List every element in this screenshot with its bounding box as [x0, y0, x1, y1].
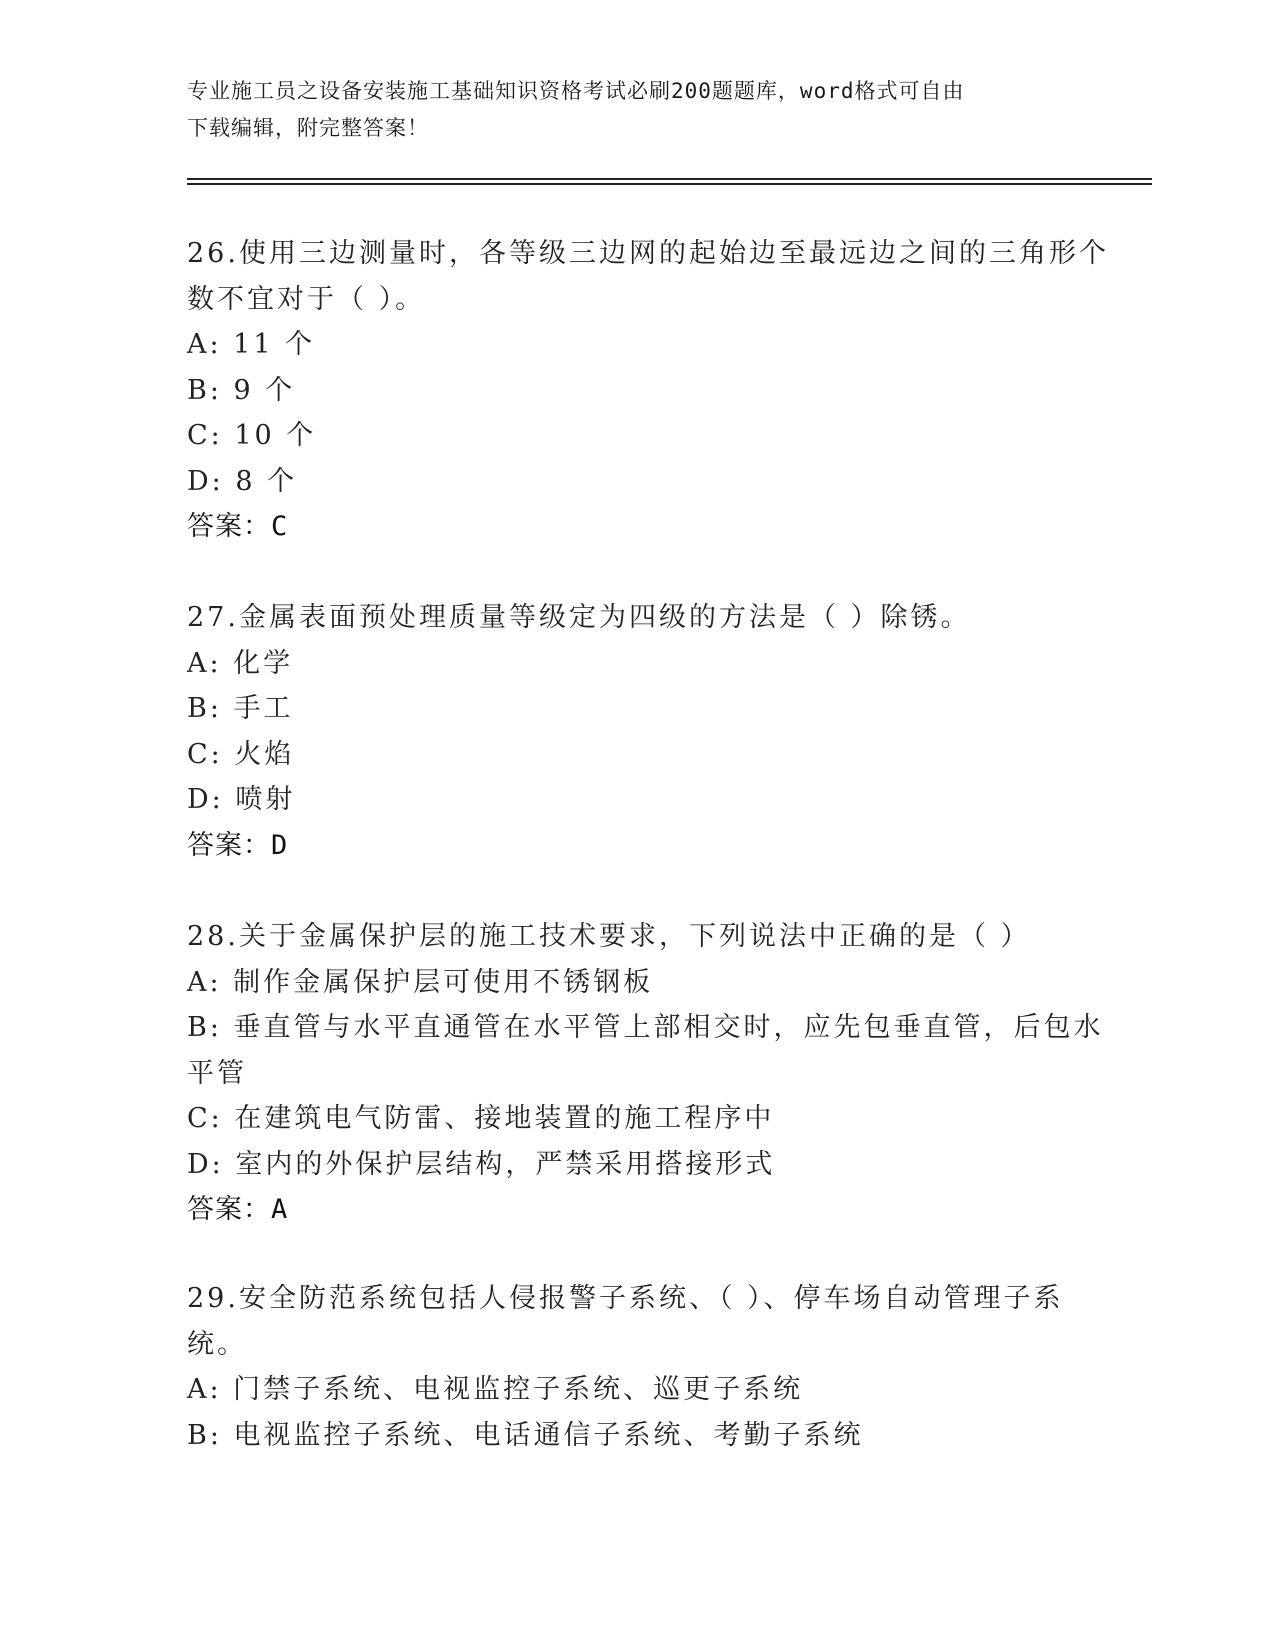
- question-stem-cont: 数不宜对于（ ）。: [187, 283, 426, 315]
- option-b: B: 9 个: [187, 374, 296, 406]
- option-d: D: 喷射: [187, 784, 296, 815]
- question-29: [187, 1276, 1087, 1458]
- header-line-1: 专业施工员之设备安装施工基础知识资格考试必刷200题题库，word格式可自由: [187, 79, 965, 103]
- option-c: C: 10 个: [187, 420, 317, 451]
- document-header: [187, 73, 1067, 147]
- question-27: [187, 595, 1087, 868]
- header-line-2: 下载编辑，附完整答案！: [187, 116, 429, 140]
- option-a: A: 11 个: [187, 329, 316, 360]
- answer-line: [187, 504, 1087, 550]
- answer-label: 答案：: [187, 829, 271, 861]
- header-divider-top: [187, 178, 1152, 180]
- answer-label: 答案：: [187, 1194, 271, 1225]
- question-stem: 29.安全防范系统包括人侵报警子系统、（ ）、停车场自动管理子系: [187, 1283, 1064, 1314]
- option-c: C: 火焰: [187, 738, 295, 770]
- answer-line: [187, 1187, 1087, 1233]
- option-b: B: 垂直管与水平直通管在水平管上部相交时，应先包垂直管，后包水: [187, 1012, 1104, 1043]
- option-a: A: 门禁子系统、电视监控子系统、巡更子系统: [187, 1374, 804, 1405]
- header-divider-bottom: [187, 183, 1152, 185]
- option-b: B: 手工: [187, 693, 294, 724]
- question-26: [187, 231, 1109, 550]
- question-stem: 28.关于金属保护层的施工技术要求，下列说法中正确的是（ ）: [187, 921, 1031, 952]
- answer-value: C: [271, 511, 289, 542]
- option-b-cont: 平管: [187, 1057, 247, 1089]
- option-c: C: 在建筑电气防雷、接地装置的施工程序中: [187, 1103, 775, 1134]
- answer-line: [187, 823, 1087, 869]
- question-28: [187, 914, 1104, 1233]
- option-a: A: 化学: [187, 647, 294, 679]
- question-stem: 27.金属表面预处理质量等级定为四级的方法是（ ）除锈。: [187, 602, 971, 633]
- question-stem-cont: 统。: [187, 1328, 247, 1360]
- answer-label: 答案：: [187, 511, 271, 542]
- option-d: D: 8 个: [187, 465, 298, 497]
- question-stem: 26.使用三边测量时，各等级三边网的起始边至最远边之间的三角形个: [187, 238, 1109, 269]
- option-b: B: 电视监控子系统、电话通信子系统、考勤子系统: [187, 1419, 864, 1451]
- answer-value: A: [271, 1194, 289, 1225]
- option-d: D: 室内的外保护层结构，严禁采用搭接形式: [187, 1148, 776, 1180]
- answer-value: D: [271, 829, 289, 861]
- option-a: A: 制作金属保护层可使用不锈钢板: [187, 966, 654, 998]
